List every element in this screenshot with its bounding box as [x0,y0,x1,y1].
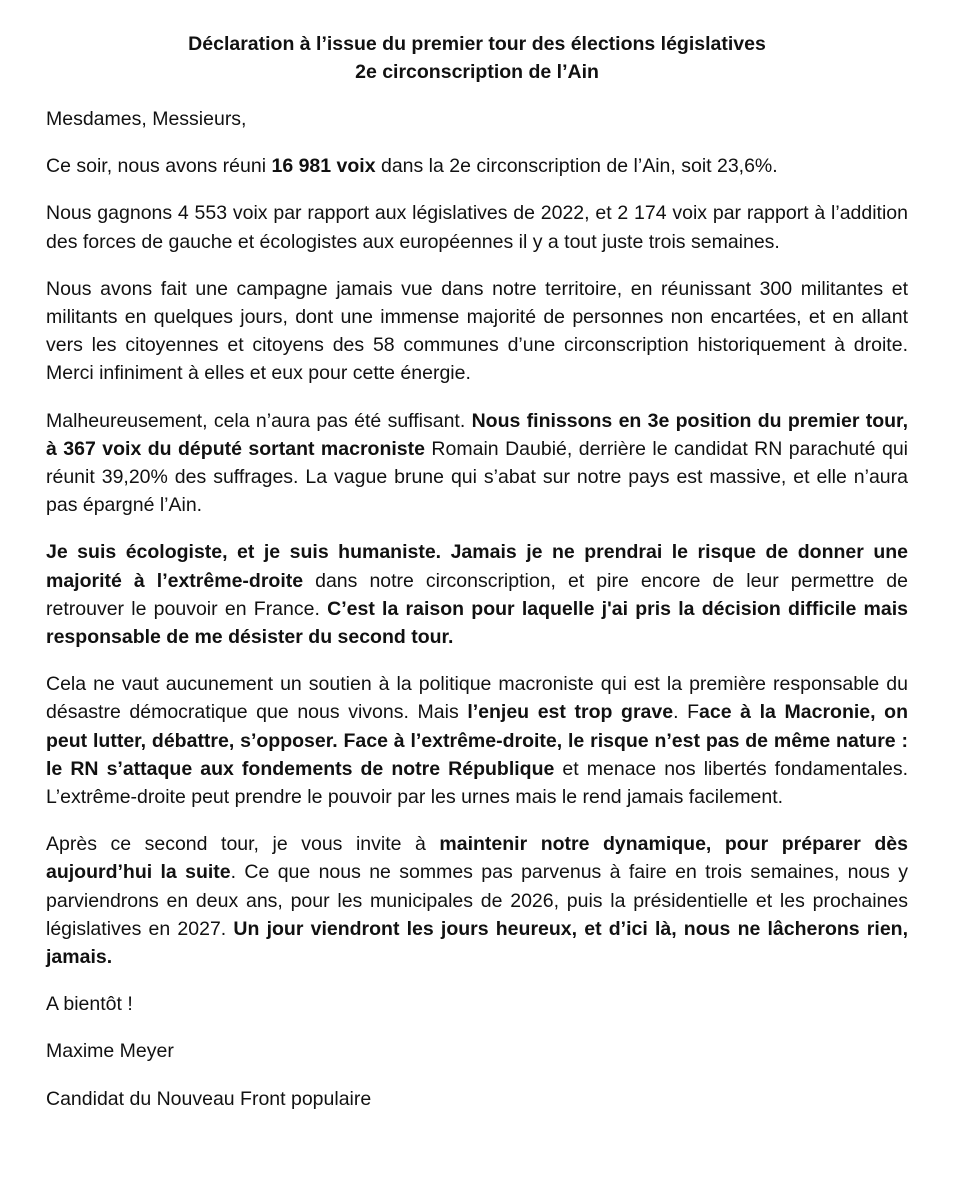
signature-name: Maxime Meyer [46,1040,174,1063]
paragraph-gains: Nous gagnons 4 553 voix par rapport aux législatives de 2022, et 2 174 voix par rapport à l’addition des forces de gauche et écologistes aux européennes il y a tout juste trois semaines. [46,202,908,253]
text-span: Après ce second tour, je vous invite à [46,833,440,856]
paragraph-position [46,407,908,520]
bold-span: Je suis écologiste, et je suis humaniste. Jamais je ne prendrai le risque de donner une majorité à l’extrême-droite [46,541,908,592]
closing-greeting: A bientôt ! [46,993,133,1016]
bold-span: C’est la raison pour laquelle j'ai pris la décision difficile mais responsable de me désister du second tour. [46,597,908,649]
salutation: Mesdames, Messieurs, [46,108,247,130]
paragraph-campaign: Nous avons fait une campagne jamais vue dans notre territoire, en réunissant 300 militantes et militants en quelques jours, dont une immense majorité de personnes non encartées, et en allant vers les citoyennes et citoyens des 58 communes d’une circonscription historiquement à droite. Merci infiniment à elles et eux pour cette énergie. [46,277,908,385]
paragraph-stakes [46,670,908,811]
bold-span: Nous finissons en 3e position du premier tour, à 367 voix du député sortant macroniste [46,409,908,460]
document-title [46,30,908,86]
text-span: dans la 2e circonscription de l’Ain, soit 23,6%. [375,155,778,178]
bold-span: Un jour viendront les jours heureux, et d’ici là, nous ne lâcherons rien, jamais. [46,917,908,969]
signature-role: Candidat du Nouveau Front populaire [46,1087,372,1110]
paragraph-decision [46,538,908,651]
bold-span: maintenir notre dynamique, pour préparer dès aujourd’hui la suite [46,833,908,884]
bold-span: l’enjeu est trop grave [467,701,674,724]
text-span: Romain Daubié, derrière le candidat RN parachuté qui réunit 39,20% des suffrages. La vague brune qui s’abat sur notre pays est massive, et elle n’aura pas épargné l’Ain. [46,437,909,517]
text-span: Malheureusement, cela n’aura pas été suffisant. [46,409,472,432]
text-span: dans notre circonscription, et pire encore de leur permettre de retrouver le pouvoir en France. [46,569,908,620]
bold-span: 16 981 voix [271,155,376,178]
text-span: Cela ne vaut aucunement un soutien à la politique macroniste qui est la première responsable du désastre démocratique que nous vivons. Mais [46,673,908,724]
bold-span: ace à la Macronie, on peut lutter, débattre, s’opposer. Face à l’extrême-droite, le risque n’est pas de même nature : le RN s’attaque aux fondements de notre République [46,701,908,780]
title-line-1: Déclaration à l’issue du premier tour des élections législatives [188,33,766,55]
text-span: et menace nos libertés fondamentales. L’extrême-droite peut prendre le pouvoir par les urnes mais le rend jamais facilement. [46,757,908,809]
closing-block [46,990,908,1113]
text-span: Ce soir, nous avons réuni [46,155,272,178]
text-span: . Ce que nous ne sommes pas parvenus à faire en trois semaines, nous y parviendrons en deux ans, pour les municipales de 2026, puis la présidentielle et les prochaines législatives en 2027. [46,861,908,940]
text-span: . F [673,701,700,724]
title-line-2: 2e circonscription de l’Ain [355,61,599,83]
paragraph-results [46,152,908,180]
paragraph-future [46,830,908,971]
document-page [46,30,908,1132]
